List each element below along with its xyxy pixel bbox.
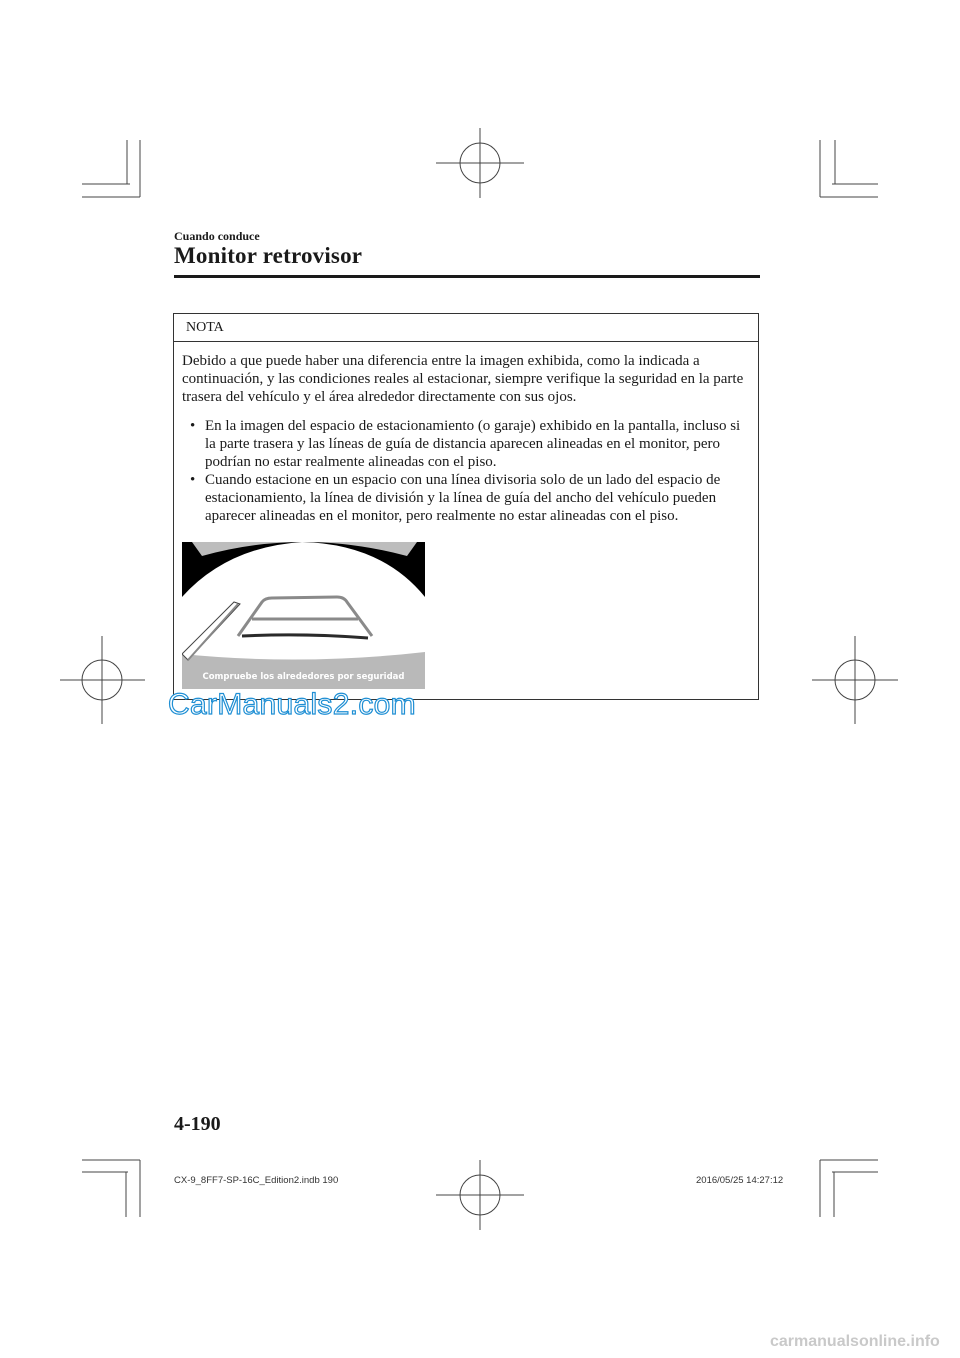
bullet-text: Cuando estacione en un espacio con una línea divisoria solo de un lado del espacio de estacionamiento, la línea de división y la línea de guía del ancho del vehículo pueden aparecer alineadas en el monitor, pero realmente no estar alineadas con el piso.: [205, 472, 721, 524]
page-number: 4-190: [174, 1113, 221, 1135]
bullet-dot-icon: •: [190, 472, 196, 488]
bullet-text: En la imagen del espacio de estacionamiento (o garaje) exhibido en la pantalla, incluso si la parte trasera y las líneas de guía de distancia aparecen alineadas en el monitor, pero podrían no estar realmente alineadas con el piso.: [205, 418, 741, 470]
section-label: Cuando conduce: [174, 229, 260, 243]
note-label: NOTA: [186, 320, 224, 335]
footer-date: 2016/05/25 14:27:12: [696, 1175, 784, 1186]
camera-warning-text: Compruebe los alrededores por seguridad: [202, 672, 405, 682]
note-header: [174, 314, 758, 342]
bullet-item: [182, 471, 752, 525]
bullet-dot-icon: •: [190, 418, 196, 434]
site-watermark: carmanualsonline.info: [770, 1333, 940, 1350]
note-bullets: [182, 417, 752, 525]
bullet-item: [182, 417, 752, 471]
rear-camera-image: [182, 542, 425, 689]
watermark-logo: CarManuals2.com: [168, 688, 416, 721]
note-box: [173, 313, 759, 700]
camera-view-illustration: [182, 542, 425, 689]
note-paragraph: Debido a que puede haber una diferencia entre la imagen exhibida, como la indicada a continuación, y las condiciones reales al estacionar, siempre verifique la seguridad en la parte trasera del vehículo y el área alrededor directamente con sus ojos.: [182, 353, 744, 405]
title-rule: [174, 275, 760, 278]
page-title: Monitor retrovisor: [174, 243, 363, 268]
footer-file-info: CX-9_8FF7-SP-16C_Edition2.indb 190: [174, 1175, 339, 1186]
